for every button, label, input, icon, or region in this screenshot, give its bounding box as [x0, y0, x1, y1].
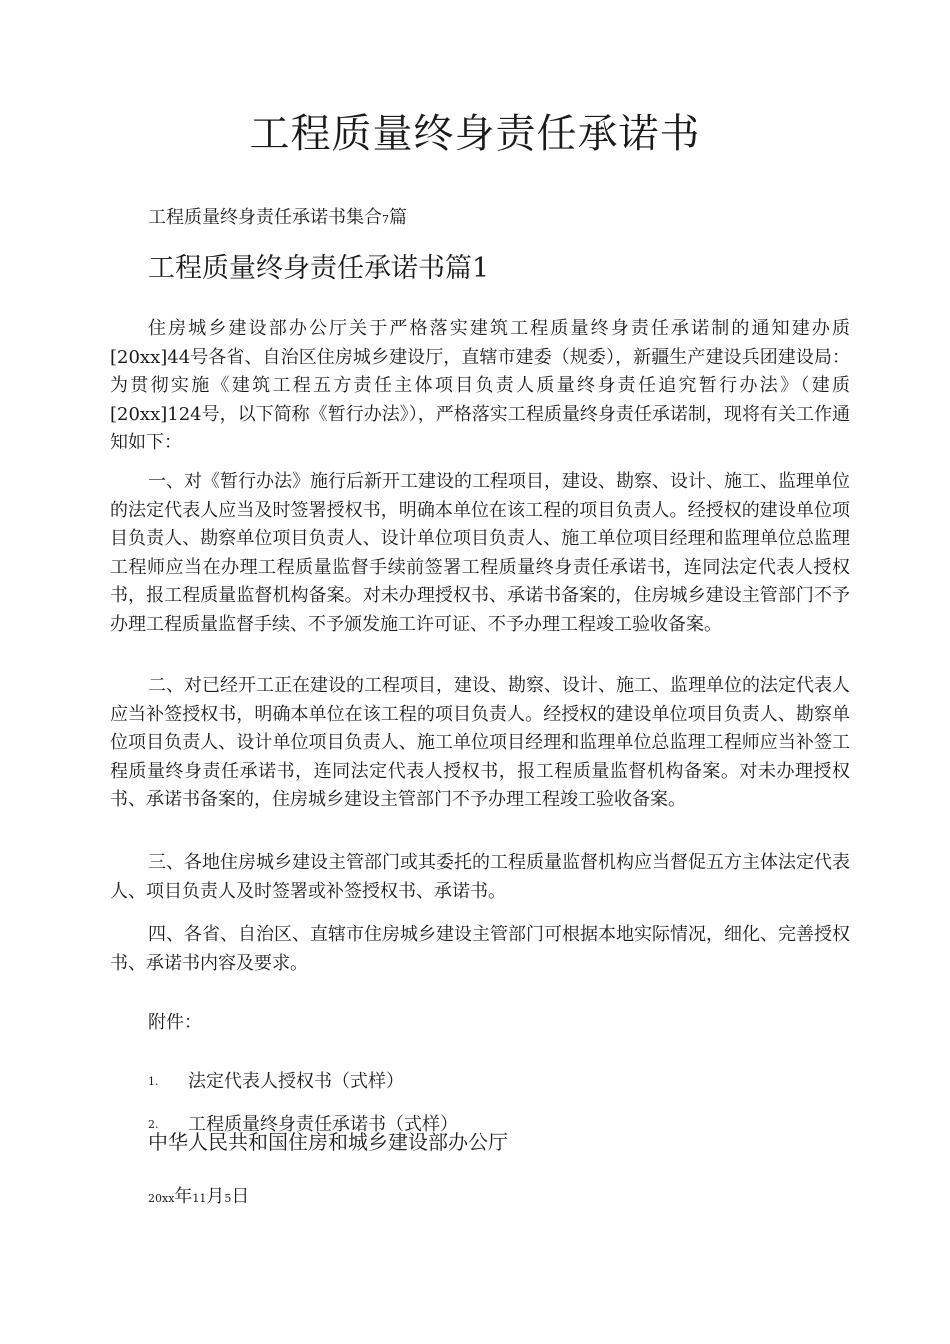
- attachment-text: 工程质量终身责任承诺书（式样）: [188, 1114, 458, 1135]
- collection-suffix: 篇: [389, 207, 407, 228]
- collection-count: 7: [382, 213, 389, 226]
- collection-line: [148, 205, 407, 233]
- date-day-suffix: 日: [231, 1186, 250, 1207]
- paragraph-intro: 住房城乡建设部办公厅关于严格落实建筑工程质量终身责任承诺制的通知建办质[20xx]44号各省、自治区住房城乡建设厅，直辖市建委（规委），新疆生产建设兵团建设局：为贯彻实施《建筑工程五方责任主体项目负责人质量终身责任追究暂行办法》（建质[20xx]124号，以下简称《暂行办法》），严格落实工程质量终身责任承诺制，现将有关工作通知如下：: [110, 318, 850, 453]
- paragraph-item-2: 二、对已经开工正在建设的工程项目，建设、勘察、设计、施工、监理单位的法定代表人应当补签授权书，明确本单位在该工程的项目负责人。经授权的建设单位项目负责人、勘察单位项目负责人、设计单位项目负责人、施工单位项目经理和监理单位总监理工程师应当补签工程质量终身责任承诺书，连同法定代表人授权书，报工程质量监督机构备案。对未办理授权书、承诺书备案的，住房城乡建设主管部门不予办理工程竣工验收备案。: [110, 675, 850, 810]
- issuer-signature: 中华人民共和国住房和城乡建设部办公厅: [148, 1130, 508, 1154]
- date-year: 20xx: [148, 1192, 175, 1205]
- attachment-text: 法定代表人授权书（式样）: [188, 1071, 404, 1092]
- date-month: 11: [192, 1192, 207, 1205]
- date-month-suffix: 月: [206, 1186, 225, 1207]
- attachment-item: [148, 1068, 404, 1096]
- date-year-suffix: 年: [174, 1186, 193, 1207]
- document-title: 工程质量终身责任承诺书: [249, 111, 701, 157]
- attachments-label: 附件：: [148, 1012, 202, 1033]
- issue-date: [148, 1183, 249, 1213]
- paragraph-item-1: 一、对《暂行办法》施行后新开工建设的工程项目，建设、勘察、设计、施工、监理单位的法定代表人应当及时签署授权书，明确本单位在该工程的项目负责人。经授权的建设单位项目负责人、勘察单位项目负责人、设计单位项目负责人、施工单位项目经理和监理单位总监理工程师应当在办理工程质量监督手续前签署工程质量终身责任承诺书，连同法定代表人授权书，报工程质量监督机构备案。对未办理授权书、承诺书备案的，住房城乡建设主管部门不予办理工程质量监督手续、不予颁发施工许可证、不予办理工程竣工验收备案。: [110, 471, 850, 635]
- paragraph-item-3: 三、各地住房城乡建设主管部门或其委托的工程质量监督机构应当督促五方主体法定代表人、项目负责人及时签署或补签授权书、承诺书。: [110, 852, 850, 902]
- attachment-number: 2.: [148, 1118, 159, 1131]
- date-day: 5: [224, 1192, 232, 1205]
- section-heading: 工程质量终身责任承诺书篇1: [148, 253, 490, 284]
- attachment-number: 1.: [148, 1075, 159, 1088]
- paragraph-item-4: 四、各省、自治区、直辖市住房城乡建设主管部门可根据本地实际情况，细化、完善授权书、承诺书内容及要求。: [110, 924, 850, 974]
- collection-prefix: 工程质量终身责任承诺书集合: [148, 207, 382, 228]
